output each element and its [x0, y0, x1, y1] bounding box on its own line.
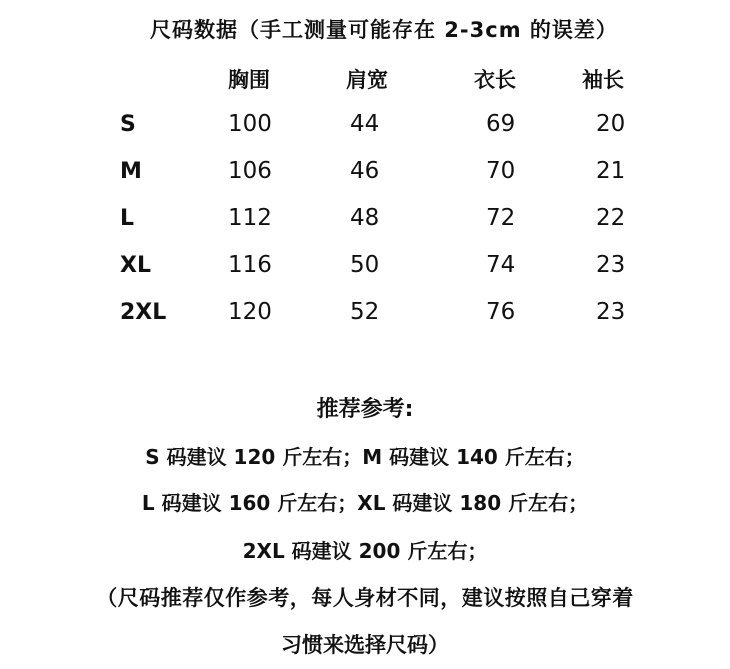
header-length: 衣长 [474, 68, 516, 92]
table-cell: 23 [596, 252, 626, 278]
table-cell: 48 [350, 205, 380, 231]
recommendation-note: （尺码推荐仅作参考，每人身材不同，建议按照自己穿着 [96, 586, 634, 610]
size-label: L [120, 206, 135, 231]
size-label: XL [120, 253, 151, 278]
page-title: 尺码数据（手工测量可能存在 2-3cm 的误差） [150, 18, 618, 42]
table-cell: 50 [350, 252, 380, 278]
table-cell: 20 [596, 111, 626, 137]
recommendation-line: 2XL 码建议 200 斤左右； [242, 539, 488, 563]
table-cell: 76 [486, 299, 516, 325]
table-cell: 120 [228, 299, 272, 325]
size-label: S [120, 112, 136, 137]
recommendation-line: L 码建议 160 斤左右；XL 码建议 180 斤左右； [141, 491, 589, 515]
table-cell: 46 [350, 158, 380, 184]
table-cell: 22 [596, 205, 626, 231]
table-cell: 44 [350, 111, 380, 137]
table-cell: 106 [228, 158, 272, 184]
size-label: M [120, 159, 142, 184]
table-cell: 70 [486, 158, 516, 184]
table-cell: 74 [486, 252, 516, 278]
table-cell: 100 [228, 111, 272, 137]
table-cell: 52 [350, 299, 380, 325]
recommendation-heading: 推荐参考: [316, 397, 414, 422]
recommendation-note: 习惯来选择尺码） [281, 633, 449, 657]
table-cell: 72 [486, 205, 516, 231]
header-sleeve: 袖长 [582, 68, 624, 92]
size-label: 2XL [120, 300, 167, 325]
table-cell: 112 [228, 205, 272, 231]
recommendation-line: S 码建议 120 斤左右；M 码建议 140 斤左右； [145, 445, 585, 469]
table-cell: 21 [596, 158, 626, 184]
header-chest: 胸围 [228, 68, 270, 92]
header-shoulder: 肩宽 [346, 68, 388, 92]
table-cell: 116 [228, 252, 272, 278]
table-cell: 23 [596, 299, 626, 325]
table-cell: 69 [486, 111, 516, 137]
